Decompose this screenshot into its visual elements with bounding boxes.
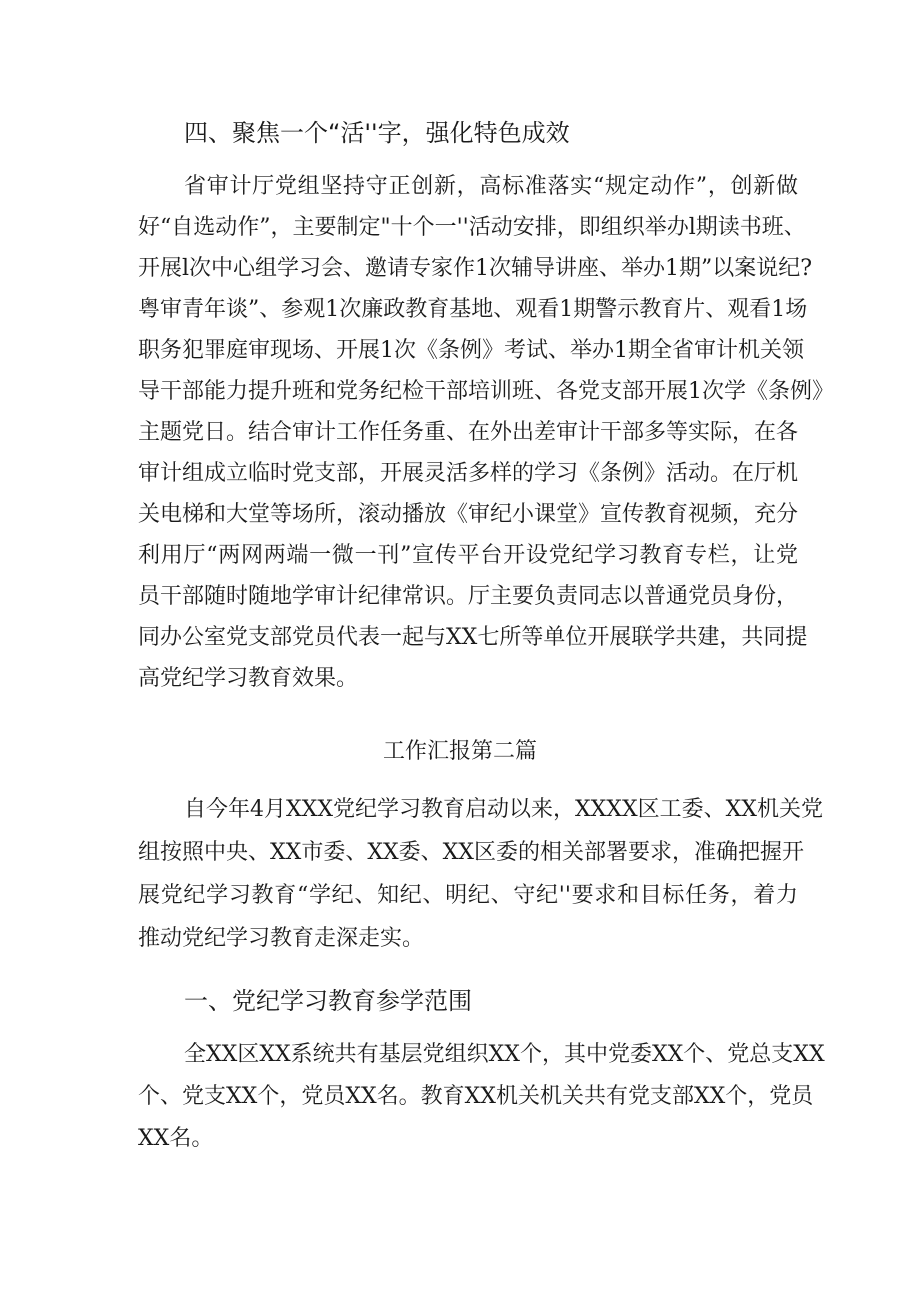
paragraph-line: 推动党纪学习教育走深走实。 [138,926,425,951]
paragraph-line: 省审计厅党组坚持守正创新，高标准落实“规定动作”，创新做 [184,174,798,199]
section-heading-1: 一、党纪学习教育参学范围 [184,987,472,1015]
paragraph-line: 关电梯和大堂等场所，滚动播放《审纪小课堂》宣传教育视频，充分 [138,502,799,527]
paragraph-line: 导干部能力提升班和党务纪检干部培训班、各党支部开展1次学《条例》 [138,379,834,404]
paragraph-line: 粤审青年谈”、参观1次廉政教育基地、观看1期警示教育片、观看1场 [138,297,808,322]
paragraph-line: 好“自选动作”，主要制定"十个一''活动安排，即组织举办l期读书班、 [138,215,806,240]
paragraph-line: 自今年4月XXX党纪学习教育启动以来，XXXX区工委、XX机关党 [184,797,823,822]
paragraph-line: 主题党日。结合审计工作任务重、在外出差审计干部多等实际，在各 [138,420,799,445]
paragraph-line: 全XX区XX系统共有基层党组织XX个，其中党委XX个、党总支XX [184,1042,825,1067]
paragraph-line: 开展l次中心组学习会、邀请专家作1次辅导讲座、举办1期”以案说纪? [138,256,813,281]
paragraph-line: 利用厅“两网两端一微一刊”宣传平台开设党纪学习教育专栏，让党 [138,543,798,568]
paragraph-line: XX名。 [138,1126,214,1151]
paragraph-line: 审计组成立临时党支部，开展灵活多样的学习《条例》活动。在厅机 [138,461,799,486]
article-title: 工作汇报第二篇 [382,739,537,764]
paragraph-line: 员干部随时随地学审计纪律常识。厅主要负责同志以普通党员身份， [138,584,799,609]
paragraph-line: 展党纪学习教育“学纪、知纪、明纪、守纪''要求和目标任务，着力 [138,883,798,908]
paragraph-line: 同办公室党支部党员代表一起与XX七所等单位开展联学共建，共同提 [138,625,808,650]
paragraph-line: 个、党支XX个，党员XX名。教育XX机关机关共有党支部XX个，党员 [138,1084,814,1109]
paragraph-line: 高党纪学习教育效果。 [138,666,359,691]
section-heading-4: 四、聚焦一个“活''字，强化特色成效 [184,119,570,147]
paragraph-line: 组按照中央、XX市委、XX委、XX区委的相关部署要求，准确把握开 [138,840,804,865]
paragraph-line: 职务犯罪庭审现场、开展1次《条例》考试、举办1期全省审计机关领 [138,338,804,363]
